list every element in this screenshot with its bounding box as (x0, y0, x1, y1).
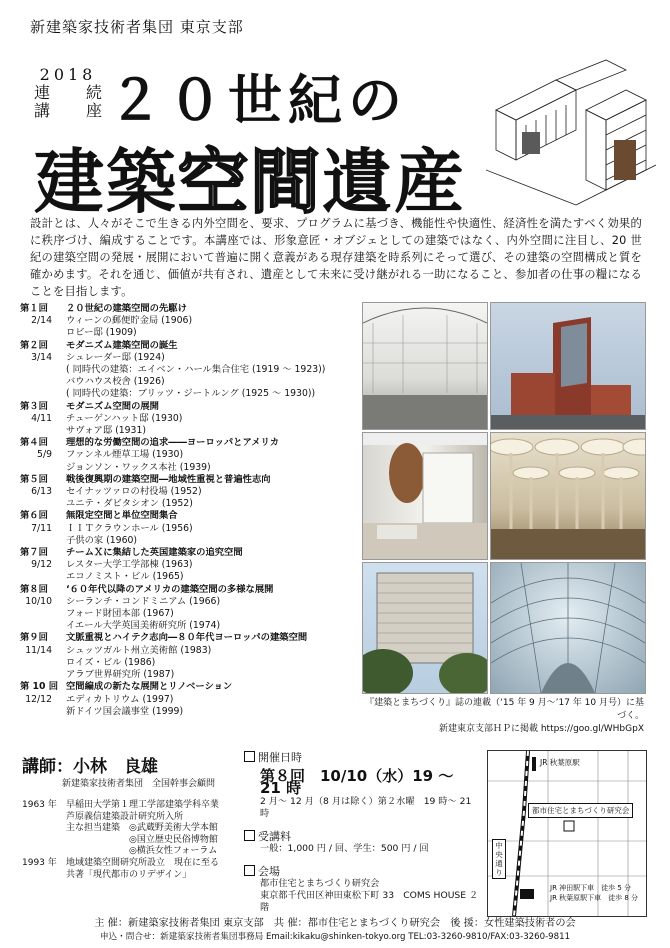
bio-row (22, 812, 242, 824)
lecture-work: エディカトリウム (1997) (66, 693, 174, 705)
lecture-date: 6/13 (31, 486, 52, 498)
info-heading-text: 受講料 (258, 830, 291, 843)
lecture-item (20, 584, 350, 633)
lecture-work: イエール大学英国美術研究所 (1974) (66, 620, 221, 632)
photo-johnson-wax (490, 432, 646, 560)
lecture-item (20, 547, 350, 584)
bio-year (22, 846, 66, 858)
lecture-work: ユニテ・ダビタシオン (1952) (66, 498, 193, 510)
lecture-list (20, 303, 350, 718)
bio-year (22, 823, 66, 835)
lecture-number: 第９回 (20, 632, 48, 644)
info-heading (244, 865, 479, 878)
lecture-work: レスター大学工学部棟 (1963) (66, 559, 193, 571)
lecture-work: ( 同時代の建築：エイベン・ハール集合住宅 (1919 ～ 1923)) (66, 364, 326, 376)
lecture-item (20, 474, 350, 511)
lecturer-bio (22, 800, 242, 881)
title-part: 遺産 (322, 140, 466, 223)
footer-sponsors: 主 催：新建築家技術者集団 東京支部 共 催：都市住宅とまちづくり研究会 後 援：女性建築技術者の会 (94, 918, 576, 929)
photo-reichstag-dome (490, 562, 646, 694)
photo-leicester-engineering (490, 302, 646, 430)
lecture-number: 第８回 (20, 583, 48, 595)
lecture-date: 2/14 (31, 315, 52, 327)
lecture-work: ロイズ・ビル (1986) (66, 656, 156, 668)
venue-name: 都市住宅とまちづくり研究会 (260, 878, 380, 889)
lecture-work: ＩＩＴクラウンホール (1956) (66, 522, 193, 534)
lecture-theme: 文脈重視とハイテク志向―８０年代ヨーロッパの建築空間 (66, 632, 308, 644)
lecture-number: 第５回 (20, 473, 48, 485)
lecture-work: 子供の家 (1960) (66, 534, 138, 546)
title-line-1: ２０世紀の (108, 68, 408, 132)
photo-unite-habitation (362, 562, 488, 694)
lecture-work: 新ドイツ国会議事堂 (1999) (66, 705, 184, 717)
lecture-date: 5/9 (37, 449, 52, 461)
map-access (550, 883, 638, 903)
info-heading-text: 会場 (258, 865, 280, 878)
lecture-work: セイナッツァロの村役場 (1952) (66, 486, 202, 498)
bio-year: 1993 年 (22, 857, 57, 868)
caption-line: 『建築とまちづくり』誌の連載（‘15 年 9 月～’17 年 10 月号）に基づく。 (365, 698, 644, 721)
bio-text: 地域建築空間研究所設立 現在に至る (66, 857, 220, 868)
lecture-work: サヴォア邸 (1931) (66, 425, 146, 437)
photo-drawing (491, 563, 645, 693)
series-year: 2018 (39, 65, 97, 84)
series-char: 座 (85, 101, 102, 120)
info-heading-text: 開催日時 (258, 751, 302, 764)
lecture-work: シーランチ・コンドミニアム (1966) (66, 595, 221, 607)
lecture-work: ( 同時代の建築：ブリッツ・ジートルング (1925 ～ 1930)) (66, 388, 316, 400)
bio-text: ◎横浜女性フォーラム (66, 846, 218, 857)
title-part-hollow: 空間 (178, 140, 322, 223)
lecture-item (20, 510, 350, 547)
title-part: 建築 (34, 140, 178, 223)
lecture-number: 第６回 (20, 510, 48, 522)
bio-row (22, 800, 242, 812)
lecture-work: フォード財団本部 (1967) (66, 608, 174, 620)
photo-postal-savings-hall (362, 302, 488, 430)
bio-text: 共著「現代都市のリデザイン」 (66, 869, 192, 880)
lecture-work: ジョンソン・ワックス本社 (1939) (66, 461, 211, 473)
bio-row (22, 835, 242, 847)
bio-row (22, 846, 242, 858)
lecture-theme: 空間編成の新たな展開とリノベーション (66, 681, 233, 693)
lecture-theme: 無限定空間と単位空間集合 (66, 510, 178, 522)
lecture-work: ウィーンの郵便貯金局 (1906) (66, 315, 193, 327)
lecture-work: アラブ世界研究所 (1987) (66, 669, 175, 681)
lecture-item (20, 340, 350, 401)
lecture-theme: チームＸに集結した英国建築家の追究空間 (66, 547, 243, 559)
map-road-label: 中央通り (492, 839, 506, 879)
lecture-number: 第４回 (20, 437, 48, 449)
lecture-work: チューゲンハット邸 (1930) (66, 412, 183, 424)
lecture-date: 11/14 (25, 644, 52, 656)
lecture-theme: モダニズム建築空間の誕生 (66, 339, 178, 351)
lecture-date: 4/11 (31, 412, 52, 424)
lecture-work: ロビー邸 (1909) (66, 327, 137, 339)
lecture-number: 第７回 (20, 547, 48, 559)
photo-drawing (491, 433, 645, 559)
bio-text: 主な担当建築 ◎武蔵野美術大学本館 (66, 823, 218, 834)
lecture-item (20, 401, 350, 438)
lecture-date: 3/14 (31, 351, 52, 363)
series-char: 連 (34, 83, 51, 102)
series-char: 続 (85, 83, 102, 102)
photo-drawing (363, 303, 487, 429)
map-access-line: JR 秋葉原駅下車 徒歩 8 分 (550, 894, 639, 902)
photo-modern-interior (362, 432, 488, 560)
venue-address: 東京都千代田区神田東松下町 33 COMS HOUSE ２階 (260, 890, 479, 913)
lecture-item (20, 632, 350, 681)
lecture-item (20, 303, 350, 340)
lecture-number: 第 10 回 (20, 681, 59, 693)
lecture-date: 12/12 (25, 693, 52, 705)
event-info (244, 748, 479, 914)
access-map (487, 750, 647, 917)
info-heading (244, 830, 479, 843)
axonometric-drawing (486, 50, 656, 210)
caption-line: 新建東京支部ＨＰに掲載 https://goo.gl/WHbGpX (438, 724, 644, 734)
bio-year (22, 835, 66, 847)
lecture-work: シュッツガルト州立美術館 (1983) (66, 644, 212, 656)
lecture-number: 第３回 (20, 400, 48, 412)
bio-year (22, 870, 66, 882)
lecture-number: 第１回 (20, 303, 48, 314)
bio-year: 1963 年 (22, 800, 57, 810)
lecture-theme: 理想的な労働空間の追求――ヨーロッパとアメリカ (66, 437, 279, 449)
lecture-theme: ２０世紀の建築空間の先駆け (66, 303, 187, 314)
lecture-work: ファンネル煙草工場 (1930) (66, 449, 184, 461)
checkbox-icon (244, 830, 255, 841)
bio-year (22, 812, 66, 824)
checkbox-icon (244, 751, 255, 762)
lecture-work: シュレーダー邸 (1924) (66, 351, 165, 363)
bio-text: 早稲田大学第１理工学部建築学科卒業 (66, 800, 220, 810)
bio-text: 芦原義信建築設計研究所入所 (66, 811, 184, 822)
lecture-date: 10/10 (25, 595, 52, 607)
lecture-theme: モダニズム空間の展開 (66, 400, 159, 412)
photo-drawing (491, 303, 645, 429)
map-station-label: JR 秋葉原駅 (540, 758, 580, 767)
lecture-number: 第２回 (20, 339, 48, 351)
lecturer-name: 講師：小林 良雄 (22, 757, 158, 777)
schedule: 2 月～ 12 月（8 月は除く）第２水曜 19 時～ 21 時 (260, 796, 472, 819)
photo-drawing (363, 563, 487, 693)
lecturer-affiliation: 新建築家技術者集団 全国幹事会顧問 (62, 779, 216, 789)
lecture-date: 7/11 (31, 522, 52, 534)
bio-text: ◎国立歴史民俗博物館 (66, 834, 218, 845)
photo-drawing (363, 433, 487, 559)
map-venue-label: 都市住宅とまちづくり研究会 (528, 803, 633, 818)
map-access-line: JR 神田駅下車 徒歩 5 分 (550, 884, 632, 892)
title-line-2 (34, 126, 466, 227)
footer-contact: 申込・問合せ：新建築家技術者集団事務局 Email:kikaku@shinken-tokyo.org TEL:03-3260-9810/FAX:03-3260-9811 (99, 932, 571, 942)
lecture-date: 9/12 (31, 559, 52, 571)
bio-row (22, 858, 242, 870)
photo-caption (360, 697, 644, 736)
lecture-work: バウハウス校舎 (1926) (66, 376, 165, 388)
lecture-theme: ‘６０年代以降のアメリカの建築空間の多様な展開 (66, 583, 274, 595)
next-session: 第８回 10/10（水）19 ～ 21 時 (260, 767, 454, 797)
bio-row (22, 823, 242, 835)
intro-text: 設計とは、人々がそこで生きる内外空間を、要求、プログラムに基づき、機能性や快適性、経済性を満たすべく効果的に秩序づけ、編成することです。本講座では、形象意匠・オブジェとしての建築ではなく、内外空間に注目し、20 世紀の建築空間の発展・展開において普遍に開く意義がある現存建築を時系列にそって選び、その建築の空間構成と質を確かめます。それを通じ、価値が共有され、遺産として未来に受け継がれる一助になること、参加者の仕事の糧になることを目指します。 (30, 217, 642, 298)
fee: 一般：1,000 円 / 回、学生：500 円 / 回 (260, 843, 429, 854)
organizer-heading: 新建築家技術者集団 東京支部 (30, 18, 244, 36)
checkbox-icon (244, 865, 255, 876)
lecture-item (20, 437, 350, 474)
lecture-item (20, 681, 350, 718)
info-heading (244, 751, 479, 764)
series-char: 講 (34, 101, 51, 120)
series-label (34, 66, 102, 120)
lecture-theme: 戦後復興期の建築空間―地域性重視と普遍性志向 (66, 473, 271, 485)
bio-row (22, 870, 242, 882)
lecture-work: エコノミスト・ビル (1965) (66, 571, 184, 583)
